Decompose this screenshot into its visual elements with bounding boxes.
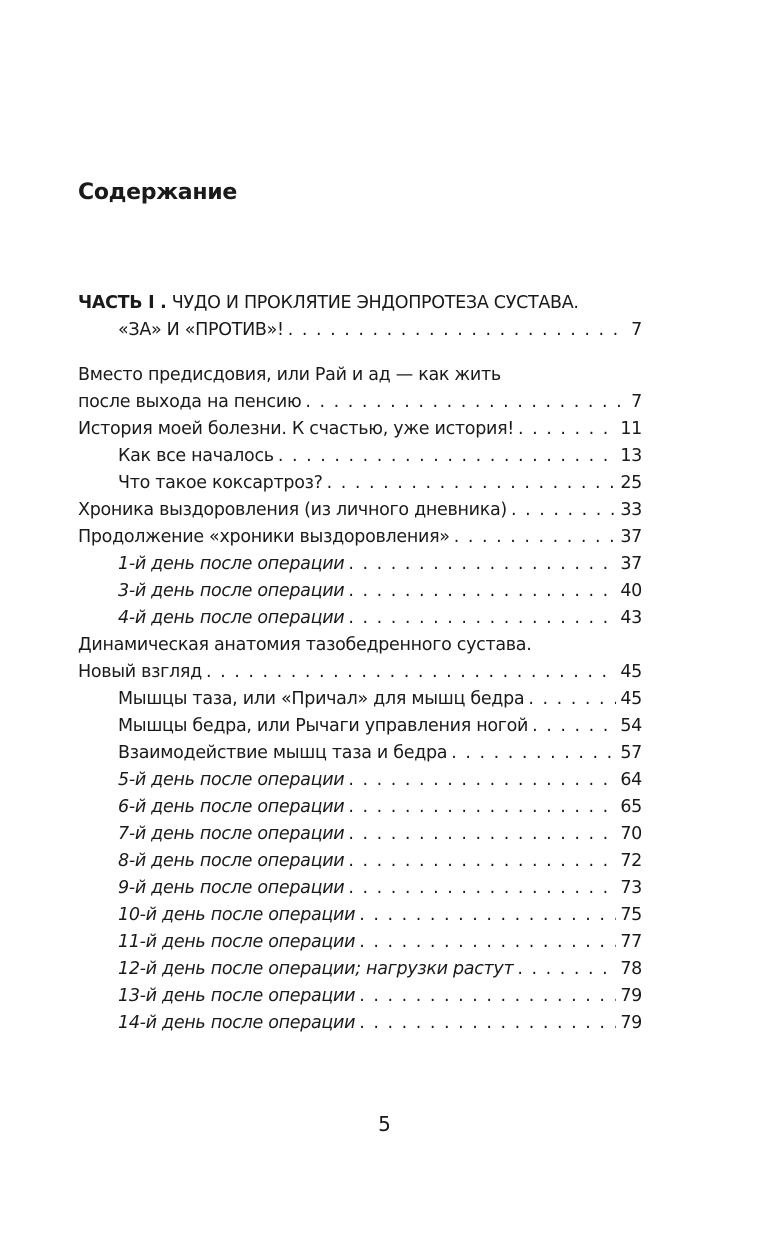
part-title: ЧУДО И ПРОКЛЯТИЕ ЭНДОПРОТЕЗА СУСТАВА. xyxy=(166,293,579,313)
entry-title: Как все началось xyxy=(118,446,274,466)
dot-leader xyxy=(348,578,616,605)
toc-entry xyxy=(78,416,642,443)
toc-entry xyxy=(78,1010,642,1037)
page-ref: 11 xyxy=(620,419,642,439)
page-ref: 72 xyxy=(620,851,642,871)
entry-title: 9-й день после операции xyxy=(118,878,345,898)
part-title-line xyxy=(78,290,642,317)
toc-entry-anatomy-line1: Динамическая анатомия тазобедренного сустава. xyxy=(78,635,532,655)
dot-leader xyxy=(511,497,616,524)
page-ref: 7 xyxy=(631,320,642,340)
dot-leader xyxy=(348,767,616,794)
page-ref: 79 xyxy=(620,986,642,1006)
toc-entry xyxy=(78,767,642,794)
part-label: ЧАСТЬ I . xyxy=(78,293,167,313)
page-ref: 54 xyxy=(620,716,642,736)
entry-title: 6-й день после операции xyxy=(118,797,345,817)
page-ref: 64 xyxy=(620,770,642,790)
toc-entry xyxy=(78,524,642,551)
dot-leader xyxy=(517,956,616,983)
toc-entry xyxy=(78,848,642,875)
dot-leader xyxy=(348,794,616,821)
entry-title: 11-й день после операции xyxy=(118,932,356,952)
entry-title: Мышцы таза, или «Причал» для мышц бедра xyxy=(118,689,525,709)
entry-title: 14-й день после операции xyxy=(118,1013,356,1033)
toc-entry xyxy=(78,713,642,740)
dot-leader xyxy=(348,821,616,848)
dot-leader xyxy=(348,605,616,632)
entry-title: 12-й день после операции; нагрузки растут xyxy=(118,959,514,979)
entry-title: Новый взгляд xyxy=(78,662,202,682)
contents-heading: Содержание xyxy=(78,180,237,205)
page-ref: 77 xyxy=(620,932,642,952)
page-ref: 45 xyxy=(620,689,642,709)
entry-title: 3-й день после операции xyxy=(118,581,345,601)
page-ref: 79 xyxy=(620,1013,642,1033)
toc-entry xyxy=(78,821,642,848)
dot-leader xyxy=(532,713,616,740)
entry-title: Взаимодействие мышц таза и бедра xyxy=(118,743,448,763)
toc-entry xyxy=(78,551,642,578)
dot-leader xyxy=(305,389,627,416)
page-ref: 57 xyxy=(620,743,642,763)
dot-leader xyxy=(348,848,616,875)
toc-entry xyxy=(78,740,642,767)
page-ref: 33 xyxy=(620,500,642,520)
toc-entry xyxy=(78,929,642,956)
dot-leader xyxy=(528,686,616,713)
entry-title: 10-й день после операции xyxy=(118,905,356,925)
toc-entry xyxy=(78,875,642,902)
toc-entry xyxy=(78,983,642,1010)
entry-title: Что такое коксартроз? xyxy=(118,473,323,493)
entry-title: Хроника выздоровления (из личного дневника) xyxy=(78,500,507,520)
page-ref: 43 xyxy=(620,608,642,628)
dot-leader xyxy=(327,470,617,497)
dot-leader xyxy=(278,443,617,470)
toc-entry-preface xyxy=(78,389,642,416)
dot-leader xyxy=(206,659,616,686)
page-ref: 25 xyxy=(620,473,642,493)
entry-title: 5-й день после операции xyxy=(118,770,345,790)
dot-leader xyxy=(454,524,617,551)
dot-leader xyxy=(348,551,616,578)
page-ref: 40 xyxy=(620,581,642,601)
entry-title: 8-й день после операции xyxy=(118,851,345,871)
dot-leader xyxy=(348,875,616,902)
page-ref: 75 xyxy=(620,905,642,925)
part-subtitle: «ЗА» И «ПРОТИВ»! xyxy=(118,320,284,340)
page-ref: 13 xyxy=(620,446,642,466)
entry-title: после выхода на пенсию xyxy=(78,392,302,412)
toc-entry xyxy=(78,497,642,524)
dot-leader xyxy=(288,317,627,344)
toc-entry-part xyxy=(78,317,642,344)
entry-title: 4-й день после операции xyxy=(118,608,345,628)
toc-entry xyxy=(78,470,642,497)
dot-leader xyxy=(359,929,616,956)
table-of-contents xyxy=(78,290,642,1037)
page-ref: 37 xyxy=(620,527,642,547)
dot-leader xyxy=(451,740,616,767)
entry-title: История моей болезни. К счастью, уже история! xyxy=(78,419,515,439)
page-ref: 45 xyxy=(620,662,642,682)
entry-title: 1-й день после операции xyxy=(118,554,345,574)
page-ref: 7 xyxy=(631,392,642,412)
toc-entry xyxy=(78,605,642,632)
entry-title: 13-й день после операции xyxy=(118,986,356,1006)
toc-entry xyxy=(78,443,642,470)
page-ref: 37 xyxy=(620,554,642,574)
page-ref: 78 xyxy=(620,959,642,979)
entry-title: Мышцы бедра, или Рычаги управления ногой xyxy=(118,716,529,736)
entry-title: 7-й день после операции xyxy=(118,824,345,844)
page-ref: 70 xyxy=(620,824,642,844)
entry-title: Продолжение «хроники выздоровления» xyxy=(78,527,450,547)
dot-leader xyxy=(359,1010,616,1037)
dot-leader xyxy=(518,416,616,443)
dot-leader xyxy=(359,983,616,1010)
toc-entry xyxy=(78,794,642,821)
toc-entry xyxy=(78,956,642,983)
toc-entry xyxy=(78,902,642,929)
toc-entry-anatomy xyxy=(78,659,642,686)
toc-entry xyxy=(78,686,642,713)
page-ref: 65 xyxy=(620,797,642,817)
toc-entry-preface-line1: Вместо предисдовия, или Рай и ад — как жить xyxy=(78,365,501,385)
page-ref: 73 xyxy=(620,878,642,898)
dot-leader xyxy=(359,902,616,929)
page-number: 5 xyxy=(378,1112,391,1136)
toc-entry xyxy=(78,578,642,605)
